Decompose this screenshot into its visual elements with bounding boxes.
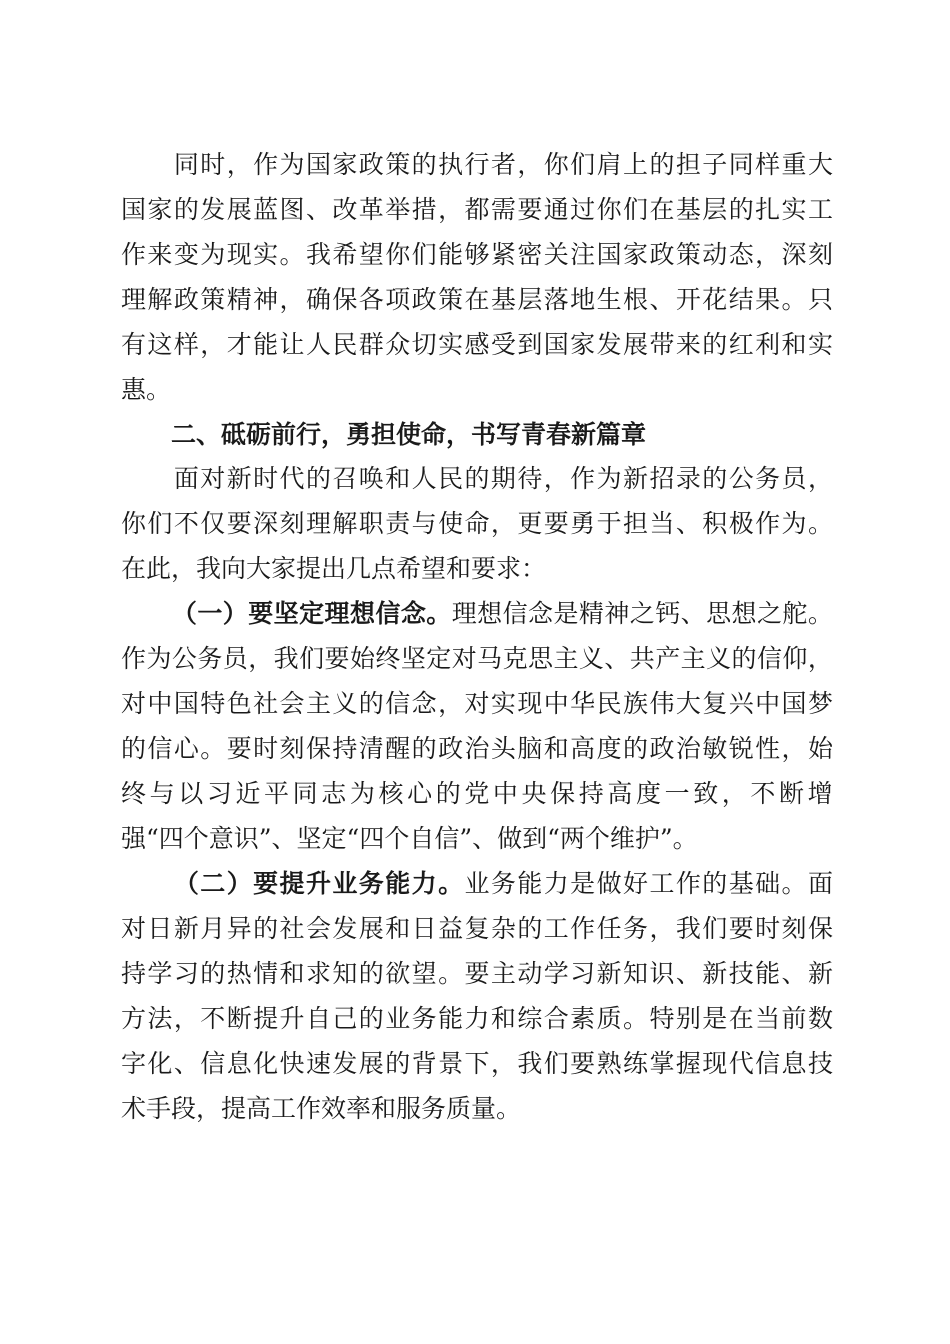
paragraph-line: 惠。	[121, 375, 172, 404]
paragraph-line: 持 学 习 的 热 情 和 求 知 的 欲 望 。 要 主 动 学 习 新 知 识 、 新 技 能 、 新	[121, 959, 833, 988]
paragraph-line: 有 这 样 ， 才 能 让 人 民 群 众 切 实 感 受 到 国 家 发 展 带 来 的 红 利 和 实	[121, 330, 833, 359]
paragraph-line: 你 们 不 仅 要 深 刻 理 解 职 责 与 使 命 ， 更 要 勇 于 担 当 、 积 极 作 为 。	[121, 509, 833, 538]
paragraph-line: 对 中 国 特 色 社 会 主 义 的 信 念 ， 对 实 现 中 华 民 族 伟 大 复 兴 中 国 梦	[121, 689, 833, 718]
paragraph-first-line: （ 一 ） 要 坚 定 理 想 信 念 。 理 想 信 念 是 精 神 之 钙 、 思 想 之 舵 。	[171, 599, 833, 628]
section-heading: 二、砥砺前行，勇担使命，书写青春新篇章	[121, 420, 647, 449]
paragraph-first-line: （ 二 ） 要 提 升 业 务 能 力 。 业 务 能 力 是 做 好 工 作 的 基 础 。 面	[173, 869, 833, 898]
paragraph-line: 作 来 变 为 现 实 。 我 希 望 你 们 能 够 紧 密 关 注 国 家 政 策 动 态 ， 深 刻	[121, 240, 833, 269]
paragraph-line: 作 为 公 务 员 ， 我 们 要 始 终 坚 定 对 马 克 思 主 义 、 共 产 主 义 的 信 仰 ，	[121, 644, 833, 673]
paragraph-line: 方 法 ， 不 断 提 升 自 己 的 业 务 能 力 和 综 合 素 质 。 特 别 是 在 当 前 数	[121, 1004, 833, 1033]
paragraph-line: 的 信 心 。 要 时 刻 保 持 清 醒 的 政 治 头 脑 和 高 度 的 政 治 敏 锐 性 ， 始	[121, 734, 833, 763]
paragraph-line: 在此，我向大家提出几点希望和要求：	[121, 554, 547, 583]
paragraph-line: 同 时 ， 作 为 国 家 政 策 的 执 行 者 ， 你 们 肩 上 的 担 子 同 样 重 大	[173, 150, 833, 179]
paragraph-line: 术手段，提高工作效率和服务质量。	[121, 1094, 522, 1123]
paragraph-line: 终 与 以 习 近 平 同 志 为 核 心 的 党 中 央 保 持 高 度 一 致 ， 不 断 增	[121, 779, 833, 808]
paragraph-line: 国 家 的 发 展 蓝 图 、 改 革 举 措 ， 都 需 要 通 过 你 们 在 基 层 的 扎 实 工	[121, 195, 833, 224]
paragraph-line: 对 日 新 月 异 的 社 会 发 展 和 日 益 复 杂 的 工 作 任 务 ， 我 们 要 时 刻 保	[121, 914, 833, 943]
paragraph-line: 强“四个意识”、坚定“四个自信”、做到“两个维护”。	[121, 824, 698, 853]
paragraph-line: 字 化 、 信 息 化 快 速 发 展 的 背 景 下 ， 我 们 要 熟 练 掌 握 现 代 信 息 技	[121, 1049, 833, 1078]
paragraph-line: 理 解 政 策 精 神 ， 确 保 各 项 政 策 在 基 层 落 地 生 根 、 开 花 结 果 。 只	[121, 285, 833, 314]
paragraph-line: 面 对 新 时 代 的 召 唤 和 人 民 的 期 待 ， 作 为 新 招 录 的 公 务 员 ，	[173, 464, 833, 493]
